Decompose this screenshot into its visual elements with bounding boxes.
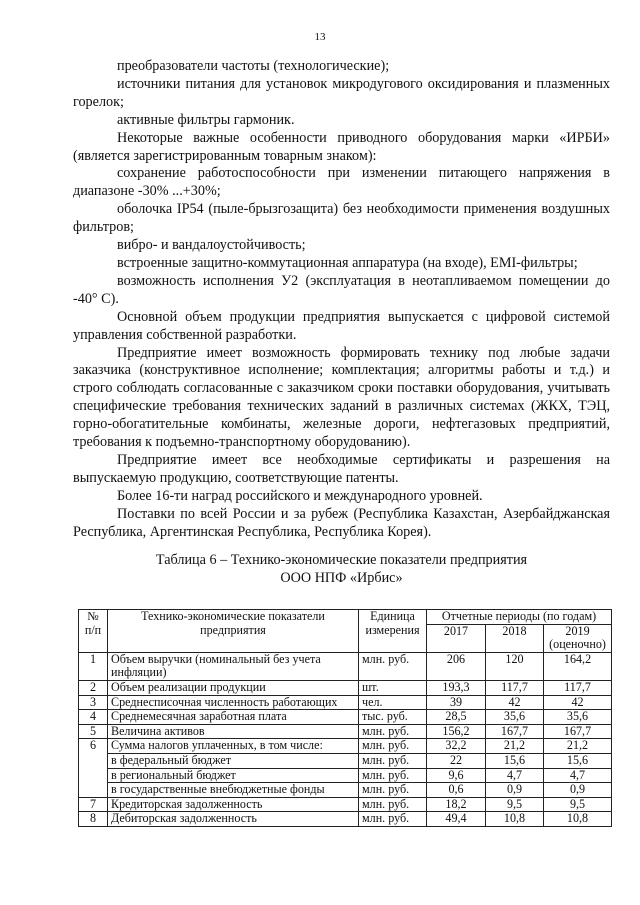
page-number: 13 [314, 31, 326, 43]
table-header-row [79, 610, 612, 625]
row-value-2017: 0,6 [427, 783, 486, 798]
row-indicator: в федеральный бюджет [108, 753, 359, 768]
row-value-2019: 4,7 [544, 768, 612, 783]
row-value-2018: 120 [486, 652, 544, 680]
row-value-2017: 18,2 [427, 797, 486, 812]
table-row [79, 753, 612, 768]
row-value-2018: 0,9 [486, 783, 544, 798]
paragraph: вибро- и вандалоустойчивость; [117, 237, 306, 254]
table-caption [73, 551, 610, 587]
row-value-2018: 35,6 [486, 710, 544, 725]
paragraph: Более 16-ти наград российского и международного уровней. [117, 487, 483, 504]
row-value-2018: 21,2 [486, 739, 544, 754]
row-unit: млн. руб. [359, 652, 427, 680]
row-value-2018: 42 [486, 695, 544, 710]
row-unit: чел. [359, 695, 427, 710]
row-num: 5 [79, 724, 108, 739]
row-num: 2 [79, 680, 108, 695]
row-unit: млн. руб. [359, 783, 427, 798]
row-unit: шт. [359, 680, 427, 695]
row-indicator: Величина активов [108, 724, 359, 739]
row-value-2019: 9,5 [544, 797, 612, 812]
row-num: 7 [79, 797, 108, 812]
row-indicator: Объем выручки (номинальный без учета инфляции) [108, 652, 359, 680]
row-value-2019: 164,2 [544, 652, 612, 680]
paragraph: Основной объем продукции предприятия выпускается с цифровой системой управления собственной разработки. [73, 308, 610, 343]
row-value-2017: 22 [427, 753, 486, 768]
row-num: 6 [79, 739, 108, 797]
row-value-2019: 0,9 [544, 783, 612, 798]
paragraph: оболочка IP54 (пыле-брызгозащита) без необходимости применения воздушных фильтров; [73, 201, 610, 236]
row-unit: млн. руб. [359, 812, 427, 827]
indicators-table [78, 609, 612, 827]
row-unit: млн. руб. [359, 768, 427, 783]
row-indicator: Дебиторская задолженность [108, 812, 359, 827]
paragraph: источники питания для установок микродугового оксидирования и плазменных горелок; [73, 75, 610, 110]
table-caption-line: Таблица 6 – Технико-экономические показатели предприятия [155, 552, 528, 568]
table-row [79, 680, 612, 695]
table-row [79, 739, 612, 754]
row-unit: млн. руб. [359, 753, 427, 768]
row-value-2017: 39 [427, 695, 486, 710]
row-indicator: Сумма налогов уплаченных, в том числе: [108, 739, 359, 754]
paragraph: Предприятие имеет все необходимые сертификаты и разрешения на выпускаемую продукцию, соответствующие патенты. [73, 451, 610, 486]
row-value-2017: 32,2 [427, 739, 486, 754]
row-unit: млн. руб. [359, 797, 427, 812]
row-value-2018: 10,8 [486, 812, 544, 827]
body-text [73, 58, 610, 541]
table-row [79, 695, 612, 710]
row-value-2018: 117,7 [486, 680, 544, 695]
row-indicator: в региональный бюджет [108, 768, 359, 783]
header-unit: Единица измерения [359, 610, 427, 653]
header-year: 2019 (оценочно) [544, 624, 612, 652]
paragraph: активные фильтры гармоник. [117, 111, 295, 128]
table-row [79, 797, 612, 812]
row-value-2019: 42 [544, 695, 612, 710]
row-value-2019: 15,6 [544, 753, 612, 768]
paragraph: Некоторые важные особенности приводного оборудования марки «ИРБИ» (является зарегистрированным товарным знаком): [73, 129, 610, 164]
paragraph: сохранение работоспособности при изменении питающего напряжения в диапазоне -30% ...+30%; [73, 165, 610, 200]
paragraph: встроенные защитно-коммутационная аппаратура (на входе), EMI-фильтры; [117, 254, 578, 271]
row-unit: млн. руб. [359, 739, 427, 754]
row-num: 8 [79, 812, 108, 827]
row-value-2018: 167,7 [486, 724, 544, 739]
header-num: № п/п [79, 610, 108, 653]
header-indicator: Технико-экономические показатели предприятия [108, 610, 359, 653]
row-value-2018: 9,5 [486, 797, 544, 812]
table-row [79, 652, 612, 680]
paragraph: преобразователи частоты (технологические); [117, 58, 390, 74]
row-num: 3 [79, 695, 108, 710]
table-row [79, 783, 612, 798]
row-unit: млн. руб. [359, 724, 427, 739]
row-value-2017: 49,4 [427, 812, 486, 827]
table-row [79, 724, 612, 739]
row-indicator: Среднесписочная численность работающих [108, 695, 359, 710]
row-value-2017: 156,2 [427, 724, 486, 739]
row-value-2019: 21,2 [544, 739, 612, 754]
table-row [79, 710, 612, 725]
header-periods: Отчетные периоды (по годам) [427, 610, 612, 625]
header-year: 2017 [427, 624, 486, 652]
row-value-2019: 117,7 [544, 680, 612, 695]
row-num: 1 [79, 652, 108, 680]
row-value-2018: 4,7 [486, 768, 544, 783]
row-value-2017: 193,3 [427, 680, 486, 695]
row-value-2017: 9,6 [427, 768, 486, 783]
header-year: 2018 [486, 624, 544, 652]
table-row [79, 768, 612, 783]
row-value-2019: 167,7 [544, 724, 612, 739]
row-value-2018: 15,6 [486, 753, 544, 768]
table-row [79, 812, 612, 827]
paragraph: возможность исполнения У2 (эксплуатация в неотапливаемом помещении до -40° С). [73, 272, 610, 307]
row-indicator: Кредиторская задолженность [108, 797, 359, 812]
row-value-2019: 10,8 [544, 812, 612, 827]
paragraph: Предприятие имеет возможность формировать технику под любые задачи заказчика (конструктивное исполнение; комплектация; алгоритмы работы и т.д.) и строго соблюдать согласованные с заказчиком сроки поставки оборудования, учитывать специфические требования технических заданий в различных системах (ЖКХ, ТЭЦ, горно-обогатительные комбинаты, железные дороги, нефтегазовых предприятий, требования к подъемно-транспортному оборудованию). [73, 344, 610, 451]
row-value-2017: 206 [427, 652, 486, 680]
row-unit: тыс. руб. [359, 710, 427, 725]
row-indicator: Среднемесячная заработная плата [108, 710, 359, 725]
paragraph: Поставки по всей России и за рубеж (Республика Казахстан, Азербайджанская Республика, Аргентинская Республика, Республика Корея). [73, 505, 610, 540]
table-caption-line: ООО НПФ «Ирбис» [280, 570, 403, 586]
row-indicator: в государственные внебюджетные фонды [108, 783, 359, 798]
row-value-2017: 28,5 [427, 710, 486, 725]
row-num: 4 [79, 710, 108, 725]
row-value-2019: 35,6 [544, 710, 612, 725]
row-indicator: Объем реализации продукции [108, 680, 359, 695]
